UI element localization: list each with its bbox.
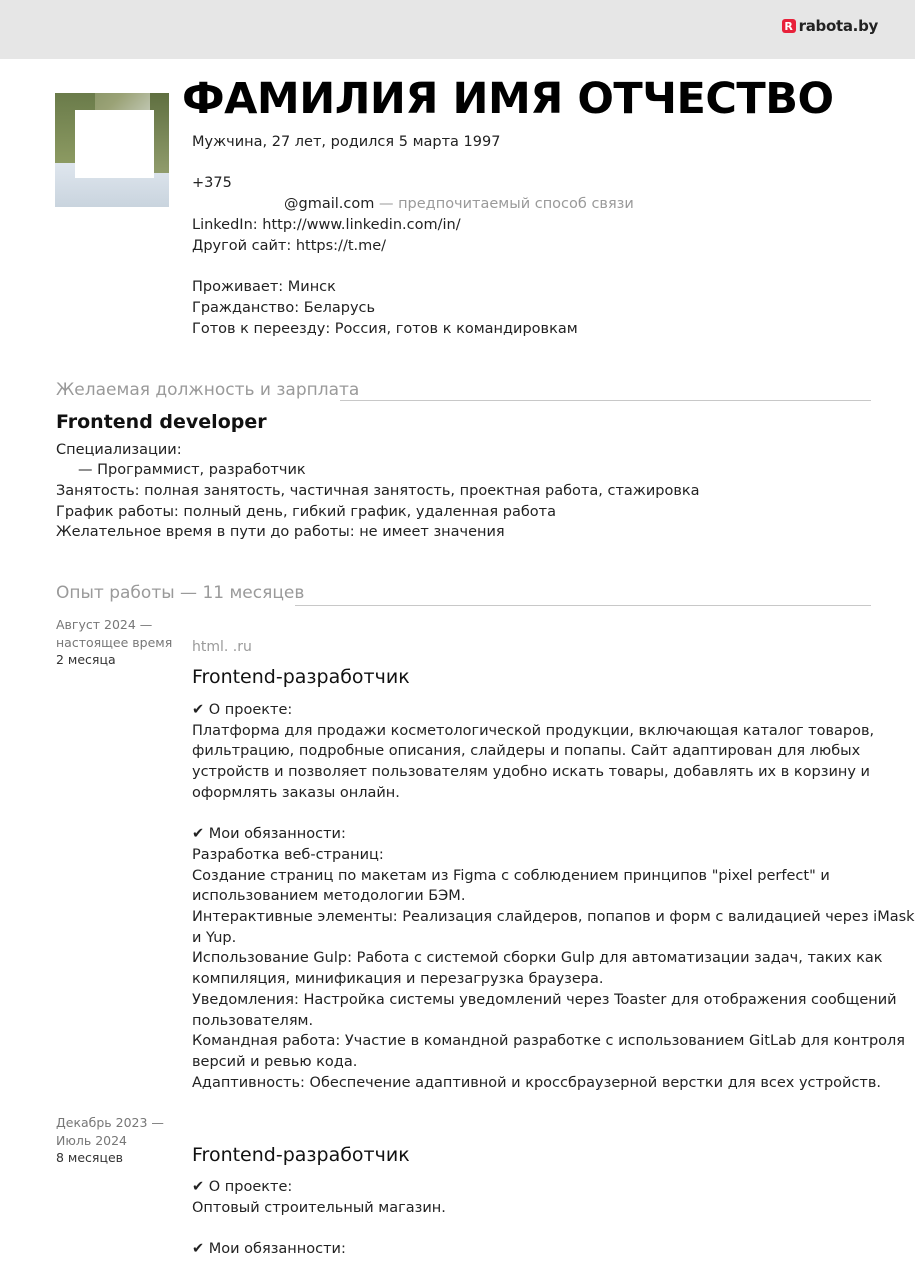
- brand-logo[interactable]: [782, 17, 878, 35]
- period-end: Июль 2024: [56, 1132, 128, 1148]
- period-end: настоящее время: [56, 634, 173, 650]
- desc-line: [192, 804, 877, 825]
- period-duration: 8 месяцев: [56, 1150, 124, 1165]
- top-bar: [0, 0, 915, 59]
- email-line: [284, 194, 634, 215]
- desc-line: ✔︎ Мои обязанности:: [192, 826, 346, 843]
- job-period: [56, 616, 172, 669]
- desired-section-title: Желаемая должность и зарплата: [56, 380, 360, 400]
- section-divider: [340, 400, 871, 401]
- brand-logo-text: rabota.by: [798, 17, 878, 35]
- other-site-link[interactable]: Другой сайт: https://t.me/: [192, 238, 387, 254]
- desc-line: [192, 1218, 877, 1239]
- commute-time: Желательное время в пути до работы: не имеет значения: [56, 524, 505, 540]
- desc-line: Создание страниц по макетам из Figma с соблюдением принципов "pixel perfect" и: [192, 867, 830, 884]
- desc-line: оформлять заказы онлайн.: [192, 784, 400, 801]
- desc-line: использованием методологии БЭМ.: [192, 888, 466, 905]
- period-duration: 2 месяца: [56, 652, 116, 667]
- profile-photo: [55, 93, 169, 207]
- brand-logo-mark: R: [782, 19, 796, 33]
- gender-age: Мужчина, 27 лет, родился 5 марта 1997: [192, 134, 501, 150]
- job-period: [56, 1114, 164, 1167]
- desc-line: Оптовый строительный магазин.: [192, 1199, 446, 1216]
- desc-line: ✔︎ Мои обязанности:: [192, 1241, 346, 1258]
- desc-line: Разработка веб-страниц:: [192, 846, 384, 863]
- specialization-item: — Программист, разработчик: [78, 462, 306, 478]
- desc-line: версий и ревью кода.: [192, 1053, 358, 1070]
- relocation: Готов к переезду: Россия, готов к командировкам: [192, 321, 578, 337]
- desc-line: Интерактивные элементы: Реализация слайдеров, попапов и форм с валидацией через iMask: [192, 909, 915, 926]
- job-description: [192, 700, 915, 1093]
- company-site[interactable]: html. .ru: [192, 639, 252, 655]
- period-start: Август 2024 —: [56, 617, 153, 632]
- desc-line: ✔︎ О проекте:: [192, 702, 293, 718]
- desired-position: Frontend developer: [56, 411, 267, 433]
- desc-line: ✔︎ О проекте:: [192, 1179, 293, 1195]
- linkedin-link[interactable]: LinkedIn: http://www.linkedin.com/in/: [192, 217, 461, 233]
- job-title: Frontend-разработчик: [192, 666, 410, 688]
- job-description: [192, 1177, 877, 1260]
- schedule: График работы: полный день, гибкий график, удаленная работа: [56, 504, 556, 520]
- desc-line: Адаптивность: Обеспечение адаптивной и кроссбраузерной верстки для всех устройств.: [192, 1074, 882, 1091]
- desc-line: компиляция, минификация и перезагрузка браузера.: [192, 971, 604, 988]
- period-start: Декабрь 2023 —: [56, 1115, 164, 1130]
- email[interactable]: @gmail.com: [284, 196, 375, 212]
- desc-line: Уведомления: Настройка системы уведомлений через Toaster для отображения сообщений: [192, 991, 897, 1008]
- desc-line: пользователям.: [192, 1012, 314, 1029]
- specializations-label: Специализации:: [56, 442, 182, 458]
- desc-line: Командная работа: Участие в командной разработке с использованием GitLab для контроля: [192, 1033, 906, 1050]
- employment: Занятость: полная занятость, частичная занятость, проектная работа, стажировка: [56, 483, 700, 499]
- desc-line: устройств и позволяет пользователям удобно искать товары, добавлять их в корзину и: [192, 764, 870, 781]
- desc-line: Использование Gulp: Работа с системой сборки Gulp для автоматизации задач, таких как: [192, 950, 883, 967]
- desc-line: Платформа для продажи косметологической продукции, включающая каталог товаров,: [192, 722, 875, 739]
- section-divider: [295, 605, 871, 606]
- photo-redaction: [75, 110, 154, 178]
- residence: Проживает: Минск: [192, 279, 336, 295]
- phone: +375: [192, 175, 232, 191]
- job-title: Frontend-разработчик: [192, 1144, 410, 1166]
- desc-line: и Yup.: [192, 929, 237, 946]
- full-name: ФАМИЛИЯ ИМЯ ОТЧЕСТВО: [182, 74, 834, 124]
- email-note: — предпочитаемый способ связи: [374, 196, 634, 212]
- desc-line: фильтрацию, подробные описания, слайдеры и попапы. Сайт адаптирован для любых: [192, 743, 861, 760]
- citizenship: Гражданство: Беларусь: [192, 300, 376, 316]
- experience-section-title: Опыт работы — 11 месяцев: [56, 583, 305, 603]
